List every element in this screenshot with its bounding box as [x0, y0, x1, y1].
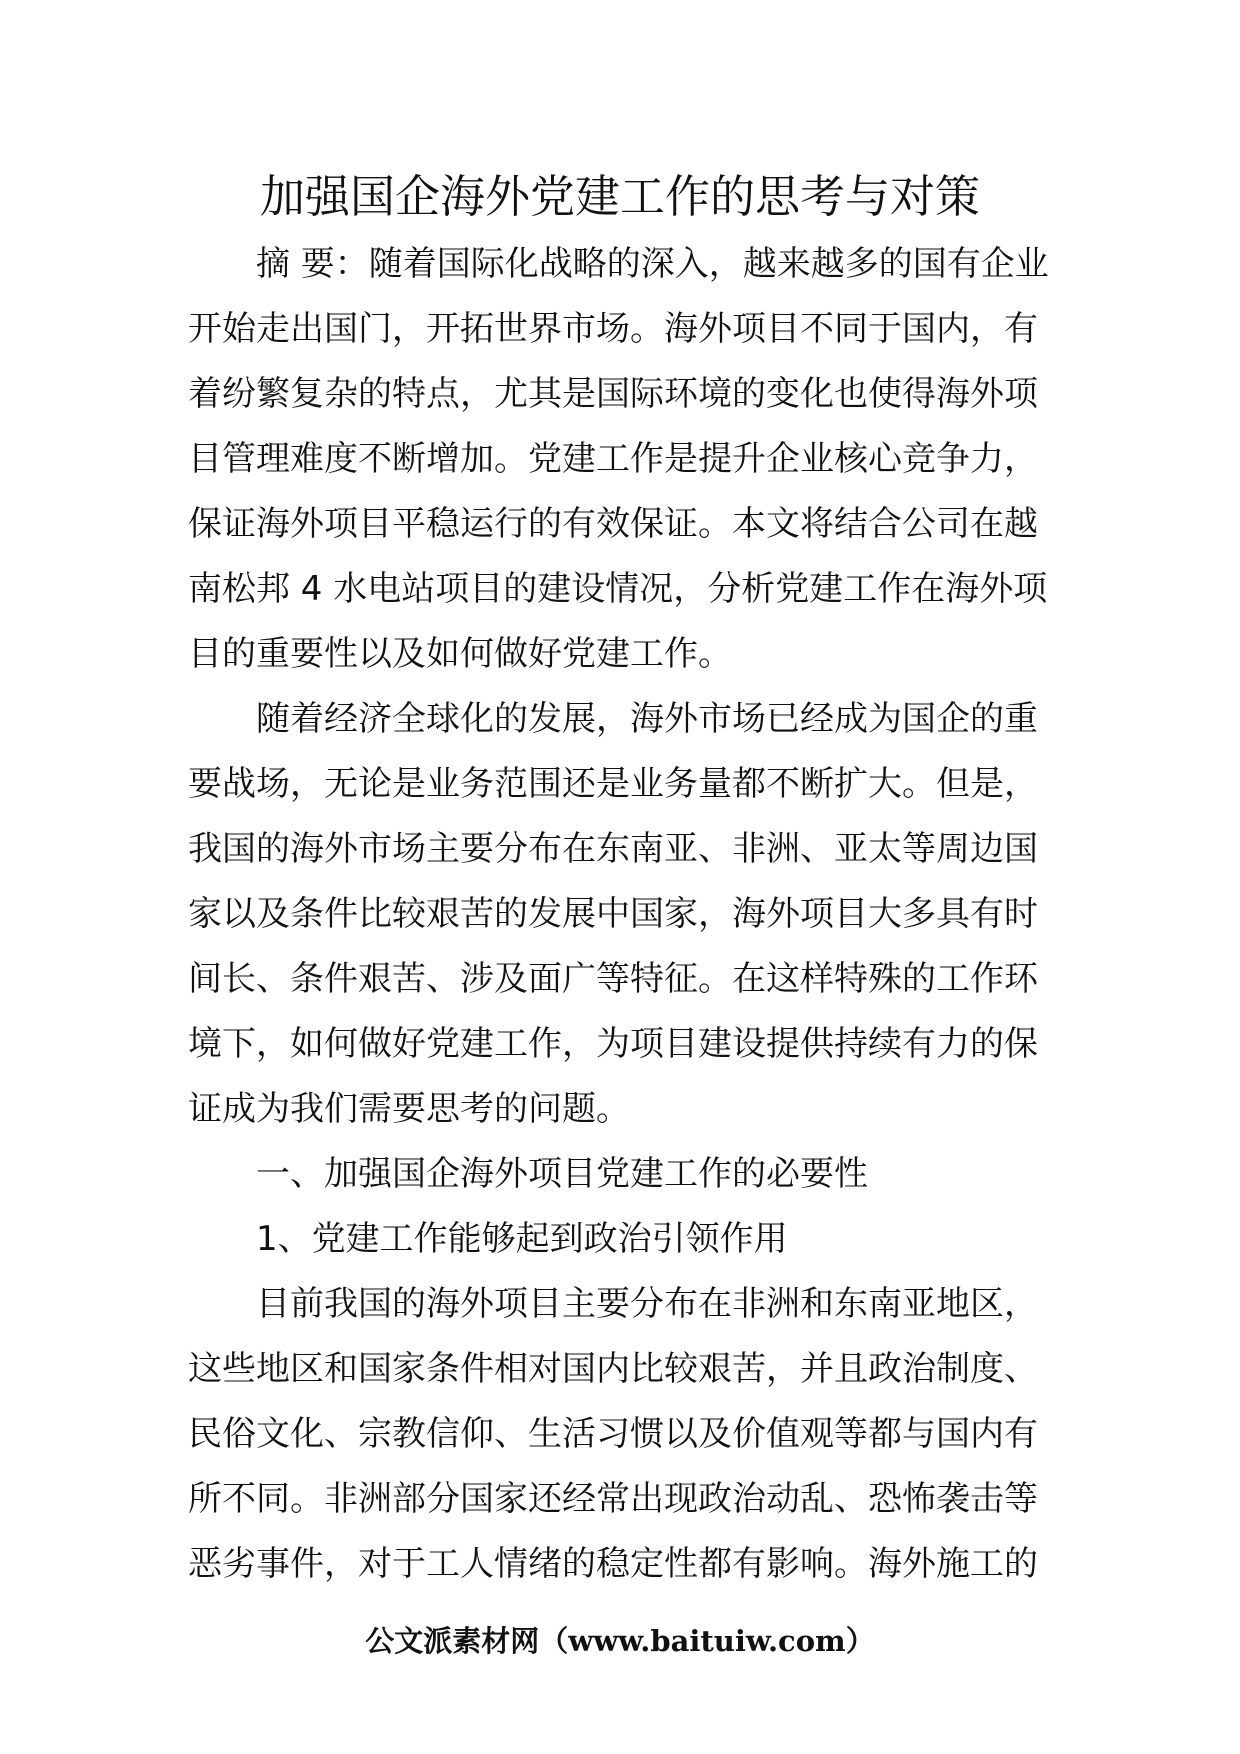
text-line: 目的重要性以及如何做好党建工作。: [188, 634, 732, 674]
text-line: 民俗文化、宗教信仰、生活习惯以及价值观等都与国内有: [188, 1414, 1038, 1454]
text-line: 着纷繁复杂的特点，尤其是国际环境的变化也使得海外项: [188, 374, 1038, 414]
text-line: 这些地区和国家条件相对国内比较艰苦，并且政治制度、: [188, 1349, 1038, 1389]
text-line: 间长、条件艰苦、涉及面广等特征。在这样特殊的工作环: [188, 959, 1038, 999]
text-line: 开始走出国门，开拓世界市场。海外项目不同于国内，有: [188, 309, 1038, 349]
text-line: 证成为我们需要思考的问题。: [188, 1089, 630, 1129]
text-line: 1、党建工作能够起到政治引领作用: [256, 1219, 788, 1259]
text-line: 恶劣事件，对于工人情绪的稳定性都有影响。海外施工的: [188, 1544, 1038, 1584]
text-line: 要战场，无论是业务范围还是业务量都不断扩大。但是，: [188, 764, 1038, 804]
text-line: 摘 要：随着国际化战略的深入，越来越多的国有企业: [256, 244, 1049, 284]
text-line: 境下，如何做好党建工作，为项目建设提供持续有力的保: [188, 1024, 1038, 1064]
text-line: 一、加强国企海外项目党建工作的必要性: [256, 1154, 868, 1194]
text-line: 南松邦 4 水电站项目的建设情况，分析党建工作在海外项: [188, 569, 1048, 609]
text-line: 目前我国的海外项目主要分布在非洲和东南亚地区，: [256, 1284, 1038, 1324]
text-line: 目管理难度不断增加。党建工作是提升企业核心竞争力，: [188, 439, 1038, 479]
text-line: 所不同。非洲部分国家还经常出现政治动乱、恐怖袭击等: [188, 1479, 1038, 1519]
document-body: [188, 232, 1054, 1597]
text-line: 保证海外项目平稳运行的有效保证。本文将结合公司在越: [188, 504, 1038, 544]
text-line: 我国的海外市场主要分布在东南亚、非洲、亚太等周边国: [188, 829, 1038, 869]
footer-watermark: 公文派素材网（www.baituiw.com）: [365, 1624, 875, 1658]
text-line: 家以及条件比较艰苦的发展中国家，海外项目大多具有时: [188, 894, 1038, 934]
text-line: 随着经济全球化的发展，海外市场已经成为国企的重: [256, 699, 1038, 739]
document-title: 加强国企海外党建工作的思考与对策: [259, 170, 980, 223]
